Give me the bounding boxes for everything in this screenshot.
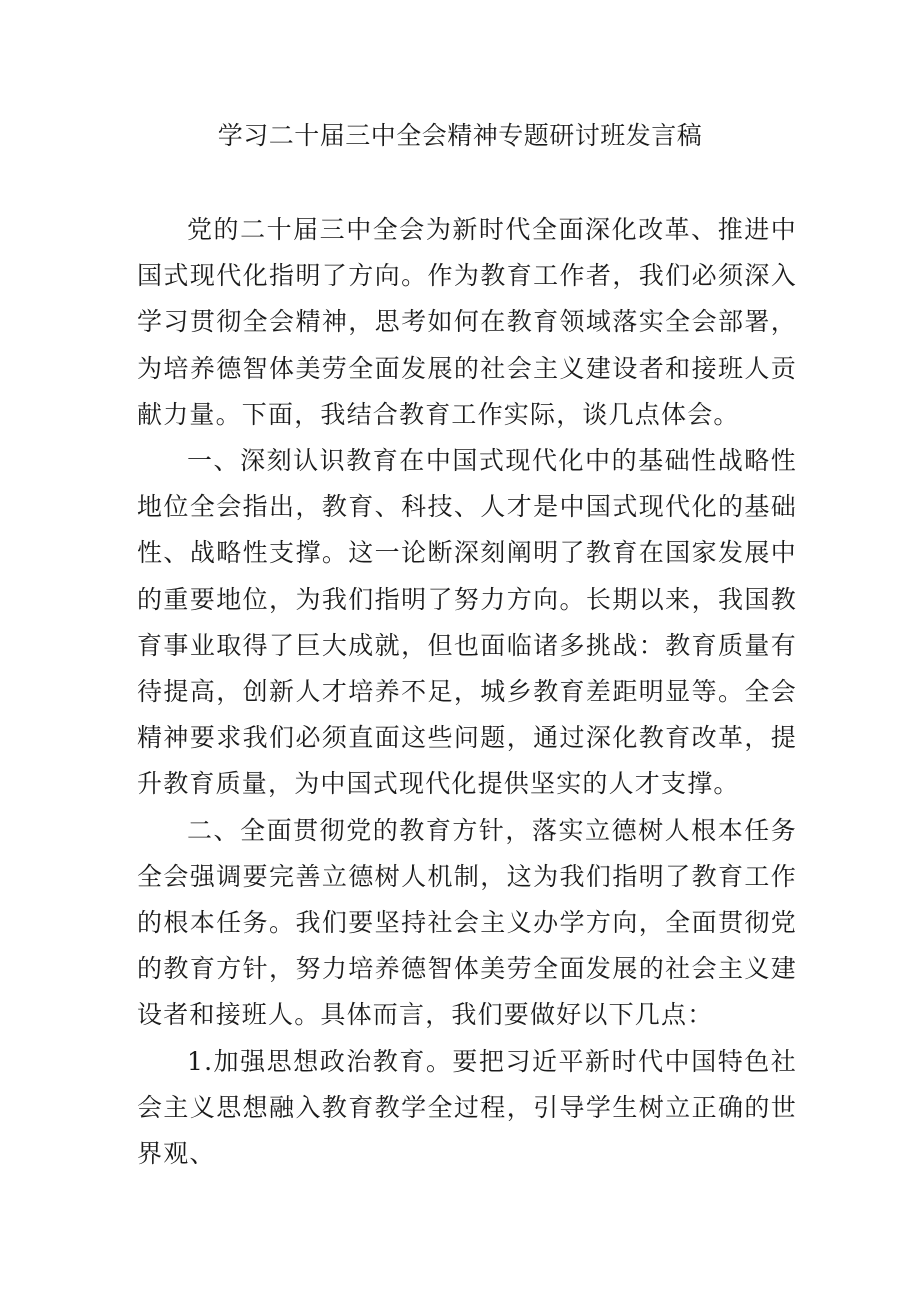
- paragraph-section-two: 二、全面贯彻党的教育方针，落实立德树人根本任务全会强调要完善立德树人机制，这为我们指明了教育工作的根本任务。我们要坚持社会主义办学方向，全面贯彻党的教育方针，努力培养德智体美劳全面发展的社会主义建设者和接班人。具体而言，我们要做好以下几点：: [137, 815, 797, 1030]
- document-body: [137, 207, 797, 1177]
- paragraph-intro: 党的二十届三中全会为新时代全面深化改革、推进中国式现代化指明了方向。作为教育工作者，我们必须深入学习贯彻全会精神，思考如何在教育领域落实全会部署，为培养德智体美劳全面发展的社会主义建设者和接班人贡献力量。下面，我结合教育工作实际，谈几点体会。: [137, 215, 797, 429]
- document-title: 学习二十届三中全会精神专题研讨班发言稿: [217, 121, 703, 150]
- paragraph-section-one: 一、深刻认识教育在中国式现代化中的基础性战略性地位全会指出，教育、科技、人才是中国式现代化的基础性、战略性支撑。这一论断深刻阐明了教育在国家发展中的重要地位，为我们指明了努力方向。长期以来，我国教育事业取得了巨大成就，但也面临诸多挑战：教育质量有待提高，创新人才培养不足，城乡教育差距明显等。全会精神要求我们必须直面这些问题，通过深化教育改革，提升教育质量，为中国式现代化提供坚实的人才支撑。: [137, 446, 797, 799]
- paragraph-point-one: 1.加强思想政治教育。要把习近平新时代中国特色社会主义思想融入教育教学全过程，引导学生树立正确的世界观、: [137, 1046, 797, 1169]
